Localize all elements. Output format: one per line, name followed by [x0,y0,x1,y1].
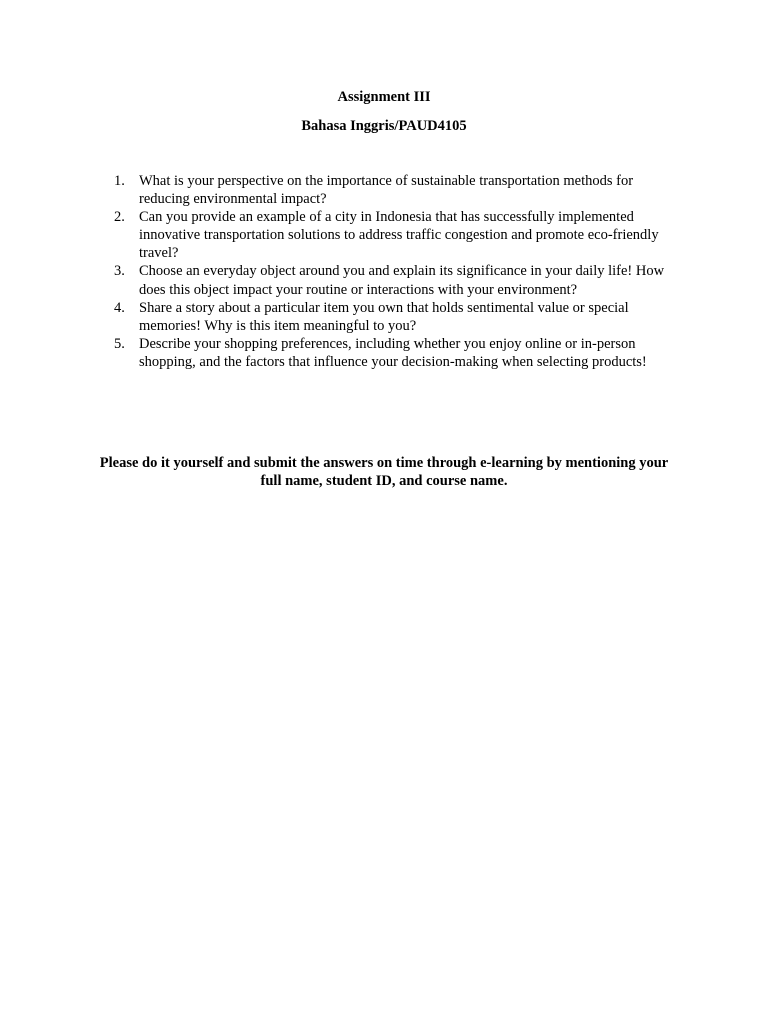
question-number: 1. [114,173,125,189]
question-text: Describe your shopping preferences, including whether you enjoy online or in-person shopping, and the factors that influence your decision-making when selecting products! [139,335,647,370]
question-number: 2. [114,209,125,226]
assignment-title: Assignment III [337,89,431,105]
question-number: 4. [114,299,125,316]
question-item [100,335,680,371]
question-list [100,172,680,371]
submission-instruction: Please do it yourself and submit the answers on time through e-learning by mentioning your full name, student ID, and course name. [99,455,669,490]
question-text: Share a story about a particular item you own that holds sentimental value or special memories! Why is this item meaningful to you? [139,299,629,334]
question-text: What is your perspective on the importance of sustainable transportation methods for reducing environmental impact? [139,173,634,208]
course-subtitle: Bahasa Inggris/PAUD4105 [301,118,467,134]
question-number: 5. [114,335,125,352]
question-item [100,262,680,298]
question-text: Choose an everyday object around you and explain its significance in your daily life! How does this object impact your routine or interactions with your environment? [139,263,665,298]
question-item [100,172,680,208]
question-number: 3. [114,263,125,280]
question-item [100,208,680,262]
question-text: Can you provide an example of a city in Indonesia that has successfully implemented innovative transportation solutions to address traffic congestion and promote eco-friendly travel? [139,209,659,262]
question-item [100,299,680,335]
